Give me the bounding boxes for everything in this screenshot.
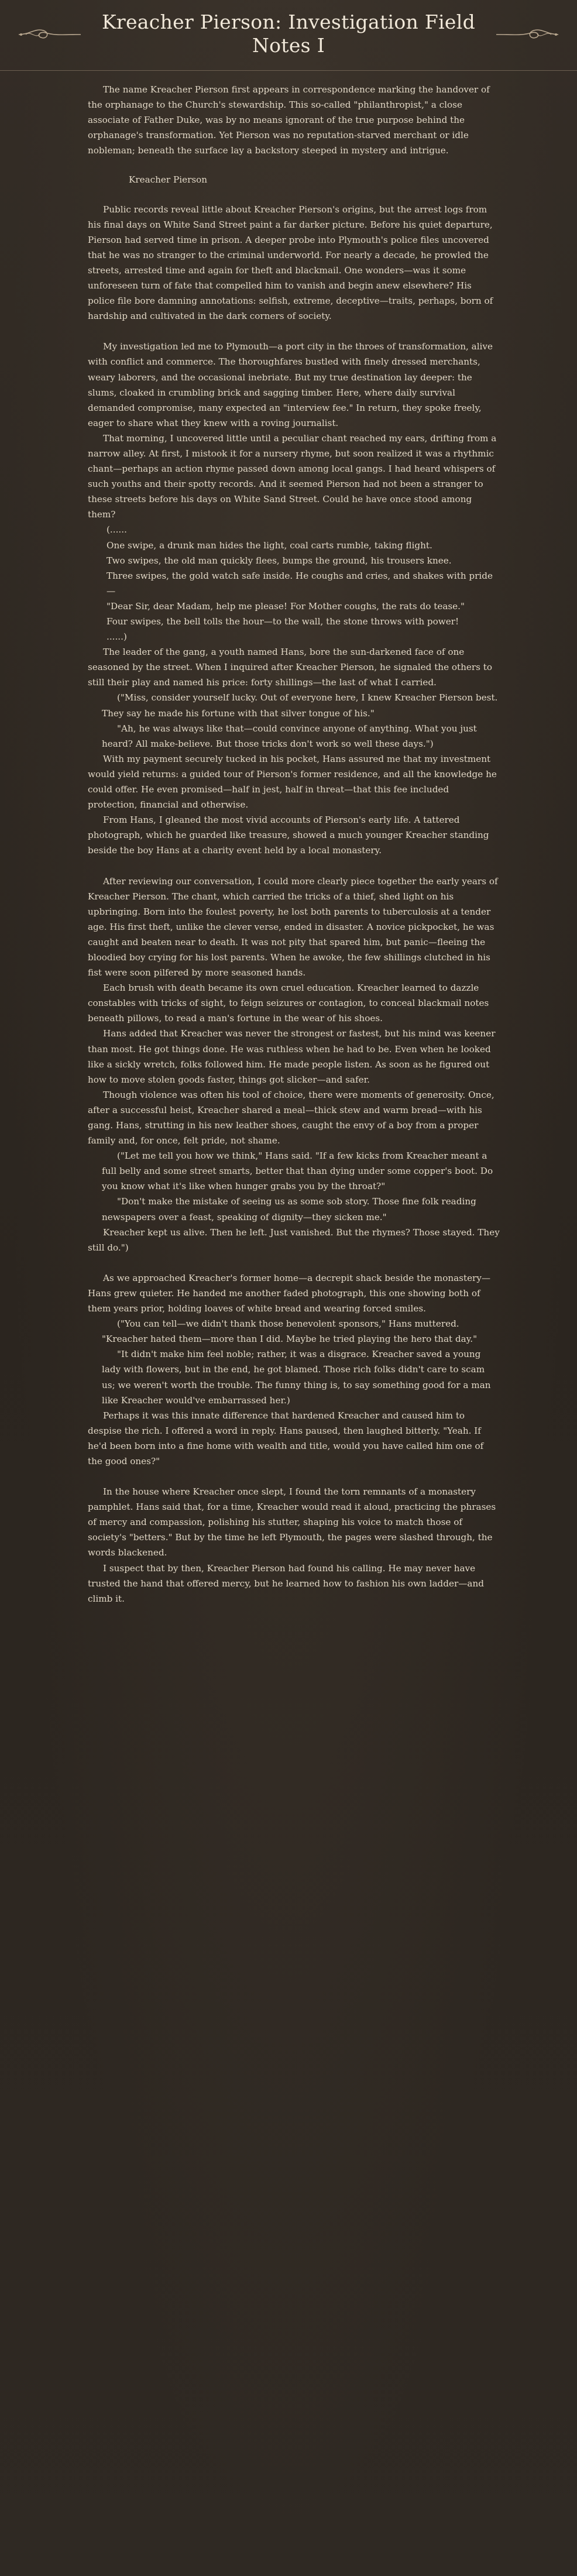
quote: ("You can tell—we didn't thank those benevolent sponsors," Hans muttered. "Kreacher hated them—more than I did. Maybe he tried playing the hero that day." [102,1318,478,1345]
paragraph: The name Kreacher Pierson first appears in correspondence marking the handover of the orphanage to the Church's stewardship. This so-called "philanthropist," a close associate of Father Duke, was by no means ignorant of the true purpose behind the orphanage's transformation. Yet Pierson was no reputation-starved merchant or idle nobleman; beneath the surface lay a backstory steeped in mystery and intrigue. [88,84,490,156]
paragraph: Though violence was often his tool of choice, there were moments of generosity. Once, after a successful heist, Kreacher shared a meal—thick stew and warm bread—with his gang. Hans, strutting in his new leather shoes, caught the envy of a boy from a proper family and, for once, felt pride, not shame. [88,1089,494,1146]
caption-name: Kreacher Pierson [129,174,208,186]
paragraph: After reviewing our conversation, I could more clearly piece together the early years of Kreacher Pierson. The chant, which carried the tricks of a thief, shed light on his upbringing. Born into the foulest poverty, he lost both parents to tuberculosis at a tender age. His first theft, unlike the clever verse, ended in disaster. A novice pickpocket, he was caught and beaten near to death. It was not pity that spared him, but panic—fleeing the bloodied boy crying for his lost parents. When he awoke, the few shillings clutched in his fist were soon pilfered by more seasoned hands. [88,875,498,978]
paragraph: As we approached Kreacher's former home—a decrepit shack beside the monastery—Hans grew quieter. He handed me another faded photograph, this one showing both of them years prior, holding loaves of white bread and wearing forced smiles. [88,1272,491,1314]
chant-line: "Dear Sir, dear Madam, help me please! For Mother coughs, the rats do tease." [107,600,465,612]
chant-line: ......) [107,631,127,643]
ornament-flourish-left-icon [18,26,82,43]
paragraph: Each brush with death became its own cruel education. Kreacher learned to dazzle constables with tricks of sight, to feign seizures or contagion, to conceal blackmail notes beneath pillows, to read a man's fortune in the wear of his shoes. [88,983,489,1024]
chant-line: Four swipes, the bell tolls the hour—to the wall, the stone throws with power! [107,616,459,627]
quote: ("Miss, consider yourself lucky. Out of everyone here, I knew Kreacher Pierson best. They say he made his fortune with that silver tongue of his." [102,692,498,719]
quote: "Don't make the mistake of seeing us as some sob story. Those fine folk reading newspapers over a feast, speaking of dignity—they sicken me." [102,1196,476,1222]
paragraph: The leader of the gang, a youth named Hans, bore the sun-darkened face of one seasoned by the street. When I inquired after Kreacher Pierson, he signaled the others to still their play and named his price: forty shillings—the last of what I carried. [88,647,493,688]
paragraph: In the house where Kreacher once slept, I found the torn remnants of a monastery pamphlet. Hans said that, for a time, Kreacher would read it aloud, practicing the phrases of mercy and compassion, polishing his stutter, shaping his voice to match those of society's "betters." But by the time he left Plymouth, the pages were slashed through, the words blackened. [88,1486,496,1558]
paragraph: Hans added that Kreacher was never the strongest or fastest, but his mind was keener than most. He got things done. He was ruthless when he had to be. Even when he looked like a sickly wretch, folks followed him. He made people listen. As soon as he figured out how to move stolen goods faster, things got slicker—and safer. [88,1028,496,1085]
paragraph: Kreacher kept us alive. Then he left. Just vanished. But the rhymes? Those stayed. They still do.") [88,1227,500,1253]
paragraph: With my payment securely tucked in his pocket, Hans assured me that my investment would yield returns: a guided tour of Pierson's former residence, and all the knowledge he could offer. He even promised—half in jest, half in threat—that this fee included protection, financial and otherwise. [88,753,497,810]
chant-line: Two swipes, the old man quickly flees, bumps the ground, his trousers knee. [107,555,452,566]
paragraph: My investigation led me to Plymouth—a port city in the throes of transformation, alive with conflict and commerce. The thoroughfares bustled with finely dressed merchants, weary laborers, and the occasional inebriate. But my true destination lay deeper: the slums, cloaked in crumbling brick and sagging timber. Here, where daily survival demanded compromise, many expected an "interview fee." In return, they spoke freely, eager to share what they knew with a roving journalist. [88,341,493,428]
header [0,0,577,71]
notes-body [88,82,500,1606]
ornament-flourish-right-icon [495,26,559,43]
quote: "Ah, he was always like that—could convince anyone of anything. What you just heard? All make-believe. But those tricks don't work so well these days.") [102,723,477,749]
chant-line: (...... [107,524,127,535]
page-title: Kreacher Pierson: Investigation Field Notes I [101,11,476,57]
quote: "It didn't make him feel noble; rather, it was a disgrace. Kreacher saved a young lady with flowers, but in the end, he got blamed. Those rich folks didn't care to scam us; we weren't worth the trouble. The funny thing is, to say something good for a man like Kreacher would've embarrassed her.) [102,1349,491,1406]
paragraph: Perhaps it was this innate difference that hardened Kreacher and caused him to despise the rich. I offered a word in reply. Hans paused, then laughed bitterly. "Yeah. If he'd been born into a fine home with wealth and title, would you have called him one of the good ones?" [88,1410,484,1466]
chant-block [88,522,500,644]
chant-line: Three swipes, the gold watch safe inside. He coughs and cries, and shakes with pride— [107,570,493,596]
quote: ("Let me tell you how we think," Hans said. "If a few kicks from Kreacher meant a full belly and some street smarts, better that than dying under some copper's boot. Do you know what it's like when hunger grabs you by the throat?" [102,1150,493,1192]
chant-line: One swipe, a drunk man hides the light, coal carts rumble, taking flight. [107,540,432,551]
paragraph: That morning, I uncovered little until a peculiar chant reached my ears, drifting from a narrow alley. At first, I mistook it for a nursery rhyme, but soon realized it was a rhythmic chant—perhaps an action rhyme passed down among local gangs. I had heard whispers of such youths and their spotty records. And it seemed Pierson had not been a stranger to these streets before his days on White Sand Street. Could he have once stood among them? [88,432,497,520]
paragraph: I suspect that by then, Kreacher Pierson had found his calling. He may never have trusted the hand that offered mercy, but he learned how to fashion his own ladder—and climb it. [88,1562,484,1604]
paragraph: Public records reveal little about Kreacher Pierson's origins, but the arrest logs from his final days on White Sand Street paint a far darker picture. Before his quiet departure, Pierson had served time in prison. A deeper probe into Plymouth's police files uncovered that he was no stranger to the criminal underworld. For nearly a decade, he prowled the streets, arrested time and again for theft and blackmail. One wonders—was it some unforeseen turn of fate that compelled him to vanish and begin anew elsewhere? His police file bore damning annotations: selfish, extreme, deceptive—traits, perhaps, born of hardship and cultivated in the dark corners of society. [88,204,493,322]
paragraph: From Hans, I gleaned the most vivid accounts of Pierson's early life. A tattered photograph, which he guarded like treasure, showed a much younger Kreacher standing beside the boy Hans at a charity event held by a local monastery. [88,815,489,856]
